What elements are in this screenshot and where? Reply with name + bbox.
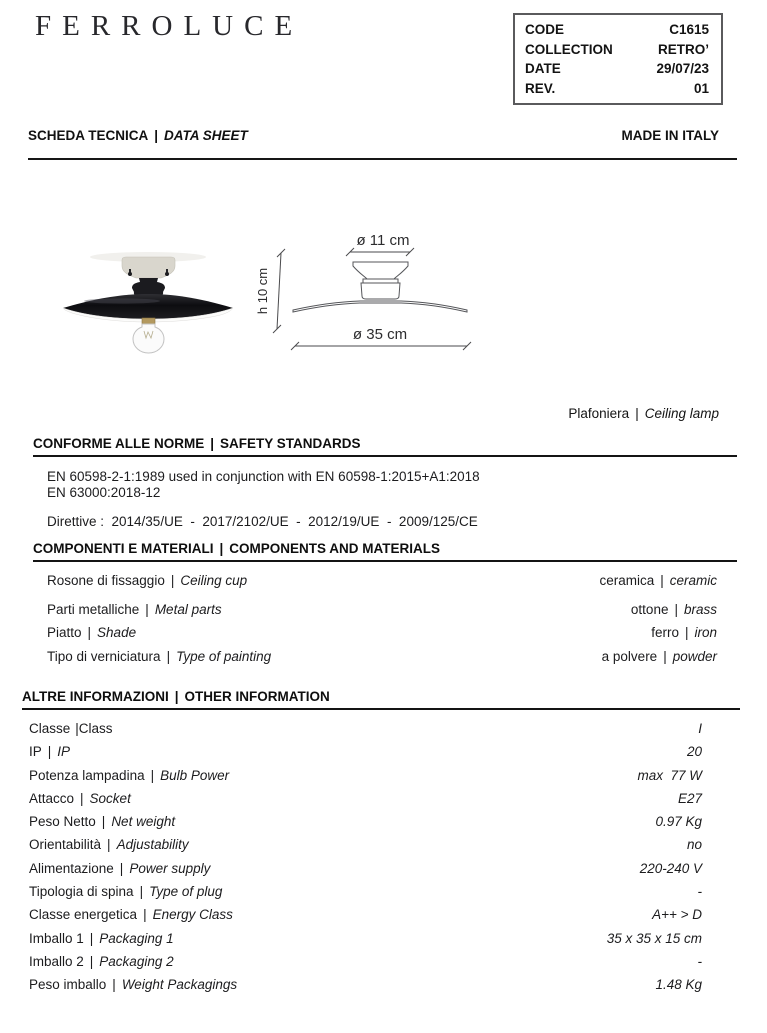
label-it: Peso imballo	[29, 977, 107, 993]
spec-label	[29, 880, 222, 903]
info-row-collection	[525, 40, 709, 60]
label-it: Rosone di fissaggio	[47, 573, 165, 588]
pipe-separator: |	[87, 625, 92, 640]
heading-en: SAFETY STANDARDS	[220, 436, 361, 451]
spec-label	[29, 927, 174, 950]
component-row	[47, 624, 717, 641]
info-row-code	[525, 20, 709, 40]
label-en: Bulb Power	[160, 767, 230, 783]
heading-it: COMPONENTI E MATERIALI	[33, 541, 214, 556]
label-it: Attacco	[29, 790, 75, 806]
spec-value: max 77 W	[637, 767, 702, 783]
label-en: Type of painting	[176, 649, 272, 664]
shade-diameter-dimension	[291, 342, 471, 350]
datasheet-title	[28, 128, 248, 143]
technical-drawing	[250, 216, 480, 361]
component-label	[47, 624, 136, 641]
pipe-separator: |	[145, 602, 149, 617]
component-row	[47, 572, 717, 589]
label-en: Adjustability	[116, 837, 189, 853]
pipe-separator: |	[119, 860, 124, 876]
label-it: Classe	[29, 721, 71, 736]
pipe-separator: |	[139, 884, 144, 900]
spec-row-packaging-1	[29, 927, 702, 950]
heading-it: CONFORME ALLE NORME	[33, 436, 205, 451]
material-en: powder	[672, 649, 717, 664]
info-row-rev	[525, 79, 709, 99]
spec-row-net-weight	[29, 810, 702, 833]
label-en: Energy Class	[152, 907, 233, 923]
component-material	[651, 624, 717, 641]
shade-gloss	[84, 298, 160, 303]
section-other-information	[22, 689, 740, 997]
info-value: C1615	[669, 22, 709, 37]
spec-label	[29, 787, 131, 810]
spec-value: E27	[677, 790, 702, 806]
component-label	[47, 572, 247, 589]
pipe-separator: |	[674, 602, 678, 617]
heading-en: COMPONENTS AND MATERIALS	[229, 541, 441, 556]
standards-lines	[47, 469, 737, 500]
pipe-separator: |	[219, 541, 224, 556]
lamp-profile	[293, 262, 467, 312]
spec-row-ip	[29, 740, 702, 763]
label-en: IP	[57, 744, 71, 760]
shade-diameter-label: ø 35 cm	[352, 326, 408, 343]
info-value: 01	[693, 80, 709, 96]
material-en: iron	[694, 625, 717, 640]
spec-value: -	[697, 953, 702, 969]
label-it: Alimentazione	[29, 860, 114, 876]
spec-row-class	[29, 717, 702, 740]
bulb-socket	[142, 318, 155, 324]
pipe-separator: |	[75, 721, 79, 736]
spec-label	[29, 740, 70, 763]
made-in-italy-label: MADE IN ITALY	[621, 128, 719, 143]
pipe-separator: |	[89, 953, 94, 969]
material-it: ceramica	[599, 573, 655, 588]
label-it: Tipo di verniciatura	[47, 649, 161, 664]
label-it: Imballo 1	[29, 930, 84, 946]
pipe-separator: |	[107, 837, 111, 853]
component-material	[631, 601, 717, 618]
height-dimension-label: h 10 cm	[255, 267, 270, 315]
info-value: 29/07/23	[656, 61, 709, 76]
spec-value: no	[686, 837, 702, 853]
pipe-separator: |	[660, 573, 664, 588]
component-label	[47, 601, 222, 618]
label-it: Imballo 2	[29, 953, 84, 969]
pipe-separator: |	[635, 406, 639, 421]
pipe-separator: |	[166, 649, 171, 664]
spec-value: A++ > D	[652, 907, 702, 923]
spec-value: 20	[686, 744, 702, 760]
spec-value: I	[698, 721, 702, 736]
spec-value: 0.97 Kg	[655, 814, 702, 830]
component-row	[47, 601, 717, 618]
spec-label	[29, 833, 189, 856]
spec-rows	[29, 717, 702, 997]
label-it: Parti metalliche	[47, 602, 140, 617]
info-label: REV.	[525, 80, 556, 96]
label-it: Potenza lampadina	[29, 767, 145, 783]
spec-label	[29, 810, 175, 833]
label-en: Packaging 2	[99, 953, 174, 969]
cup-screw-knob	[128, 272, 132, 276]
info-value: RETRO’	[657, 41, 709, 57]
label-en: Metal parts	[154, 602, 222, 617]
datasheet-title-it: SCHEDA TECNICA	[28, 128, 149, 143]
component-row	[47, 648, 717, 665]
label-en: Socket	[89, 790, 131, 806]
pipe-separator: |	[47, 744, 52, 760]
pipe-separator: |	[170, 573, 175, 588]
spec-row-packaging-weight	[29, 973, 702, 996]
heading-it: ALTRE INFORMAZIONI	[22, 689, 169, 704]
label-it: Tipologia di spina	[29, 884, 134, 900]
label-en: Power supply	[129, 860, 211, 876]
spec-row-energy-class	[29, 903, 702, 926]
section-safety-standards	[33, 436, 737, 529]
pipe-separator: |	[210, 436, 215, 451]
spec-row-socket	[29, 787, 702, 810]
spec-row-bulb-power	[29, 764, 702, 787]
pipe-separator: |	[663, 649, 667, 664]
pipe-separator: |	[89, 930, 94, 946]
heading-en: OTHER INFORMATION	[184, 689, 330, 704]
material-it: ferro	[651, 625, 679, 640]
label-en: Ceiling cup	[180, 573, 248, 588]
pipe-separator: |	[143, 907, 147, 923]
spec-value: -	[697, 884, 702, 900]
section-components-materials	[33, 541, 737, 665]
section-heading	[22, 689, 740, 710]
top-diameter-dimension	[346, 248, 414, 256]
material-it: a polvere	[601, 649, 658, 664]
label-it: Orientabilità	[29, 837, 102, 853]
pipe-separator: |	[684, 625, 689, 640]
subheader	[28, 128, 719, 143]
spec-label	[29, 950, 174, 973]
pipe-separator: |	[150, 767, 155, 783]
label-en: Net weight	[111, 814, 176, 830]
pipe-separator: |	[112, 977, 116, 993]
material-it: ottone	[630, 602, 669, 617]
spec-label	[29, 973, 237, 996]
label-en: Weight Packagings	[121, 977, 238, 993]
spec-row-power-supply	[29, 857, 702, 880]
section-heading	[33, 436, 737, 457]
label-it: IP	[29, 744, 42, 760]
product-info-box	[513, 13, 723, 105]
spec-row-packaging-2	[29, 950, 702, 973]
label-en: Packaging 1	[99, 930, 174, 946]
spec-row-plug-type	[29, 880, 702, 903]
label-en: Class	[78, 721, 113, 736]
pipe-separator: |	[174, 689, 179, 704]
product-caption	[568, 406, 719, 421]
pipe-separator: |	[101, 814, 106, 830]
spec-label	[29, 857, 210, 880]
label-it: Piatto	[47, 625, 82, 640]
label-en: Shade	[97, 625, 137, 640]
datasheet-title-en: DATA SHEET	[164, 128, 248, 143]
brand-logo: FERROLUCE	[35, 10, 304, 42]
info-label: COLLECTION	[525, 41, 613, 57]
standard-line: EN 60598-2-1:1989 used in conjunction with EN 60598-1:2015+A1:2018	[47, 469, 480, 484]
spec-value: 220-240 V	[639, 860, 702, 876]
cup-screw-knob	[165, 272, 169, 276]
top-diameter-label: ø 11 cm	[356, 232, 410, 249]
product-caption-en: Ceiling lamp	[644, 406, 719, 421]
spec-label	[29, 717, 113, 740]
pipe-separator: |	[80, 790, 84, 806]
info-label: CODE	[525, 22, 565, 37]
spec-label	[29, 903, 233, 926]
component-label	[47, 648, 271, 665]
product-photo	[60, 228, 245, 360]
label-en: Type of plug	[149, 884, 223, 900]
light-bulb	[133, 324, 164, 353]
section-heading	[33, 541, 737, 562]
component-material	[602, 648, 717, 665]
component-material	[599, 572, 717, 589]
spec-row-adjustability	[29, 833, 702, 856]
height-dimension	[273, 249, 285, 333]
label-it: Classe energetica	[29, 907, 138, 923]
material-en: ceramic	[669, 573, 717, 588]
pipe-separator: |	[154, 128, 159, 143]
components-rows	[47, 572, 717, 665]
directives-line: Direttive : 2014/35/UE - 2017/2102/UE - 2012/19/UE - 2009/125/CE	[47, 514, 478, 529]
label-it: Peso Netto	[29, 814, 96, 830]
info-label: DATE	[525, 61, 561, 76]
info-row-date	[525, 59, 709, 79]
spec-value: 35 x 35 x 15 cm	[606, 930, 702, 946]
product-caption-it: Plafoniera	[568, 406, 630, 421]
header-divider	[28, 158, 737, 160]
spec-value: 1.48 Kg	[655, 977, 702, 993]
standard-line: EN 63000:2018-12	[47, 484, 161, 500]
material-en: brass	[683, 602, 717, 617]
spec-label	[29, 764, 229, 787]
